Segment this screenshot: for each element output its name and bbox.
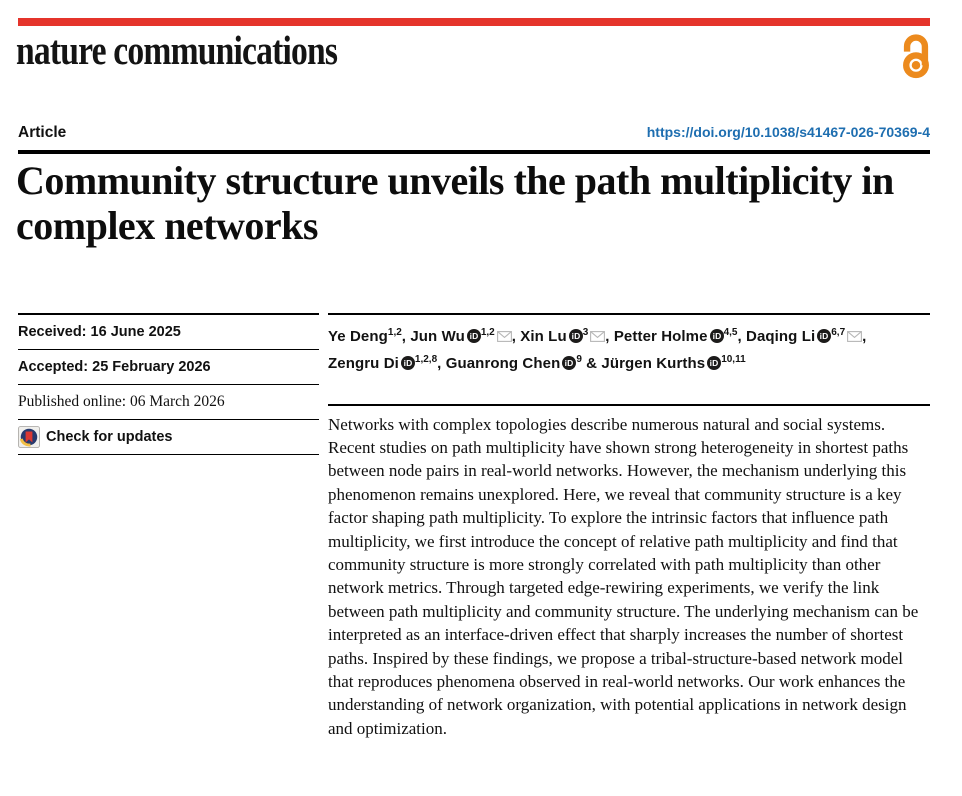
author-separator: , — [605, 328, 614, 345]
crossmark-icon — [18, 426, 40, 448]
author-name: Zengru Di — [328, 355, 399, 372]
envelope-icon[interactable] — [590, 325, 605, 350]
received-date-row — [18, 315, 319, 350]
svg-text:iD: iD — [712, 331, 721, 341]
author-name: Jürgen Kurths — [601, 355, 706, 372]
author-affiliation-superscript: 1,2 — [387, 327, 402, 338]
authors-and-abstract-panel — [328, 313, 930, 740]
journal-logo: nature communications — [16, 27, 338, 73]
orcid-id-icon[interactable] — [817, 326, 831, 351]
title-top-rule — [18, 150, 930, 154]
svg-text:iD: iD — [403, 358, 413, 368]
author-name: Jun Wu — [410, 328, 465, 345]
check-for-updates-label: Check for updates — [46, 429, 173, 445]
accepted-date-row — [18, 350, 319, 385]
article-history-panel — [18, 313, 319, 455]
author-name: Ye Deng — [328, 328, 388, 345]
author-separator: , — [511, 328, 521, 345]
author-affiliation-superscript: 1,2 — [480, 327, 495, 338]
author-separator: , — [437, 355, 446, 372]
author-affiliation-superscript: 9 — [576, 354, 582, 365]
orcid-id-icon[interactable] — [707, 353, 721, 378]
published-date-row — [18, 385, 319, 420]
author-affiliation-superscript: 3 — [582, 327, 589, 338]
article-header-row — [18, 124, 930, 142]
svg-text:iD: iD — [709, 358, 719, 368]
author-affiliation-superscript: 6,7 — [831, 327, 846, 338]
page-title: Community structure unveils the path multiplicity in complex networks — [16, 158, 894, 248]
orcid-id-icon[interactable] — [401, 353, 415, 378]
author-separator: , — [737, 328, 747, 345]
accepted-date: Accepted: 25 February 2026 — [18, 359, 211, 375]
masthead-red-bar — [18, 18, 930, 26]
orcid-id-icon[interactable] — [569, 326, 583, 351]
abstract-top-rule — [328, 404, 930, 406]
open-access-lock-icon — [899, 31, 933, 84]
svg-text:iD: iD — [469, 331, 479, 341]
author-name: Petter Holme — [613, 328, 708, 345]
orcid-id-icon[interactable] — [710, 326, 724, 351]
orcid-id-icon[interactable] — [562, 353, 576, 378]
author-separator: , — [862, 328, 867, 345]
author-list — [328, 315, 930, 378]
author-separator: , — [401, 328, 411, 345]
author-separator: & — [581, 355, 602, 372]
orcid-id-icon[interactable] — [467, 326, 481, 351]
abstract-text: Networks with complex topologies describe numerous natural and social systems. Recent studies on path multiplicity have shown strong heterogeneity in shortest paths between node pairs in real-world networks. However, the mechanism underlying this phenomenon remains unexplored. Here, we reveal that community structure is a key factor shaping path multiplicity. To explore the intrinsic factors that influence path multiplicity, we first introduce the concept of relative path multiplicity and find that community structure is more strongly correlated with path multiplicity than other network metrics. Through targeted edge-rewiring experiments, we verify the link between path multiplicity and community structure. The underlying mechanism can be interpreted as an interface-driven effect that sharply increases the number of shortest paths. Inspired by these findings, we propose a tribal-structure-based network model that reproduces phenomena observed in real-world networks. Our work enhances the understanding of network organization, with potential applications in network design and optimization. — [328, 414, 919, 738]
svg-text:iD: iD — [564, 358, 574, 368]
envelope-icon[interactable] — [497, 325, 512, 350]
author-affiliation-superscript: 10,11 — [721, 354, 746, 365]
author-name: Daqing Li — [746, 328, 816, 345]
received-date: Received: 16 June 2025 — [18, 324, 181, 340]
author-name: Xin Lu — [520, 328, 567, 345]
svg-text:iD: iD — [819, 331, 829, 341]
author-affiliation-superscript: 4,5 — [723, 327, 738, 338]
author-affiliation-superscript: 1,2,8 — [414, 354, 438, 365]
envelope-icon[interactable] — [847, 325, 862, 350]
author-name: Guanrong Chen — [445, 355, 561, 372]
article-type-label: Article — [18, 124, 67, 141]
published-date: Published online: 06 March 2026 — [18, 393, 225, 410]
svg-text:iD: iD — [571, 331, 581, 341]
doi-link[interactable]: https://doi.org/10.1038/s41467-026-70369-4 — [646, 124, 930, 140]
check-for-updates-button[interactable] — [18, 420, 319, 455]
